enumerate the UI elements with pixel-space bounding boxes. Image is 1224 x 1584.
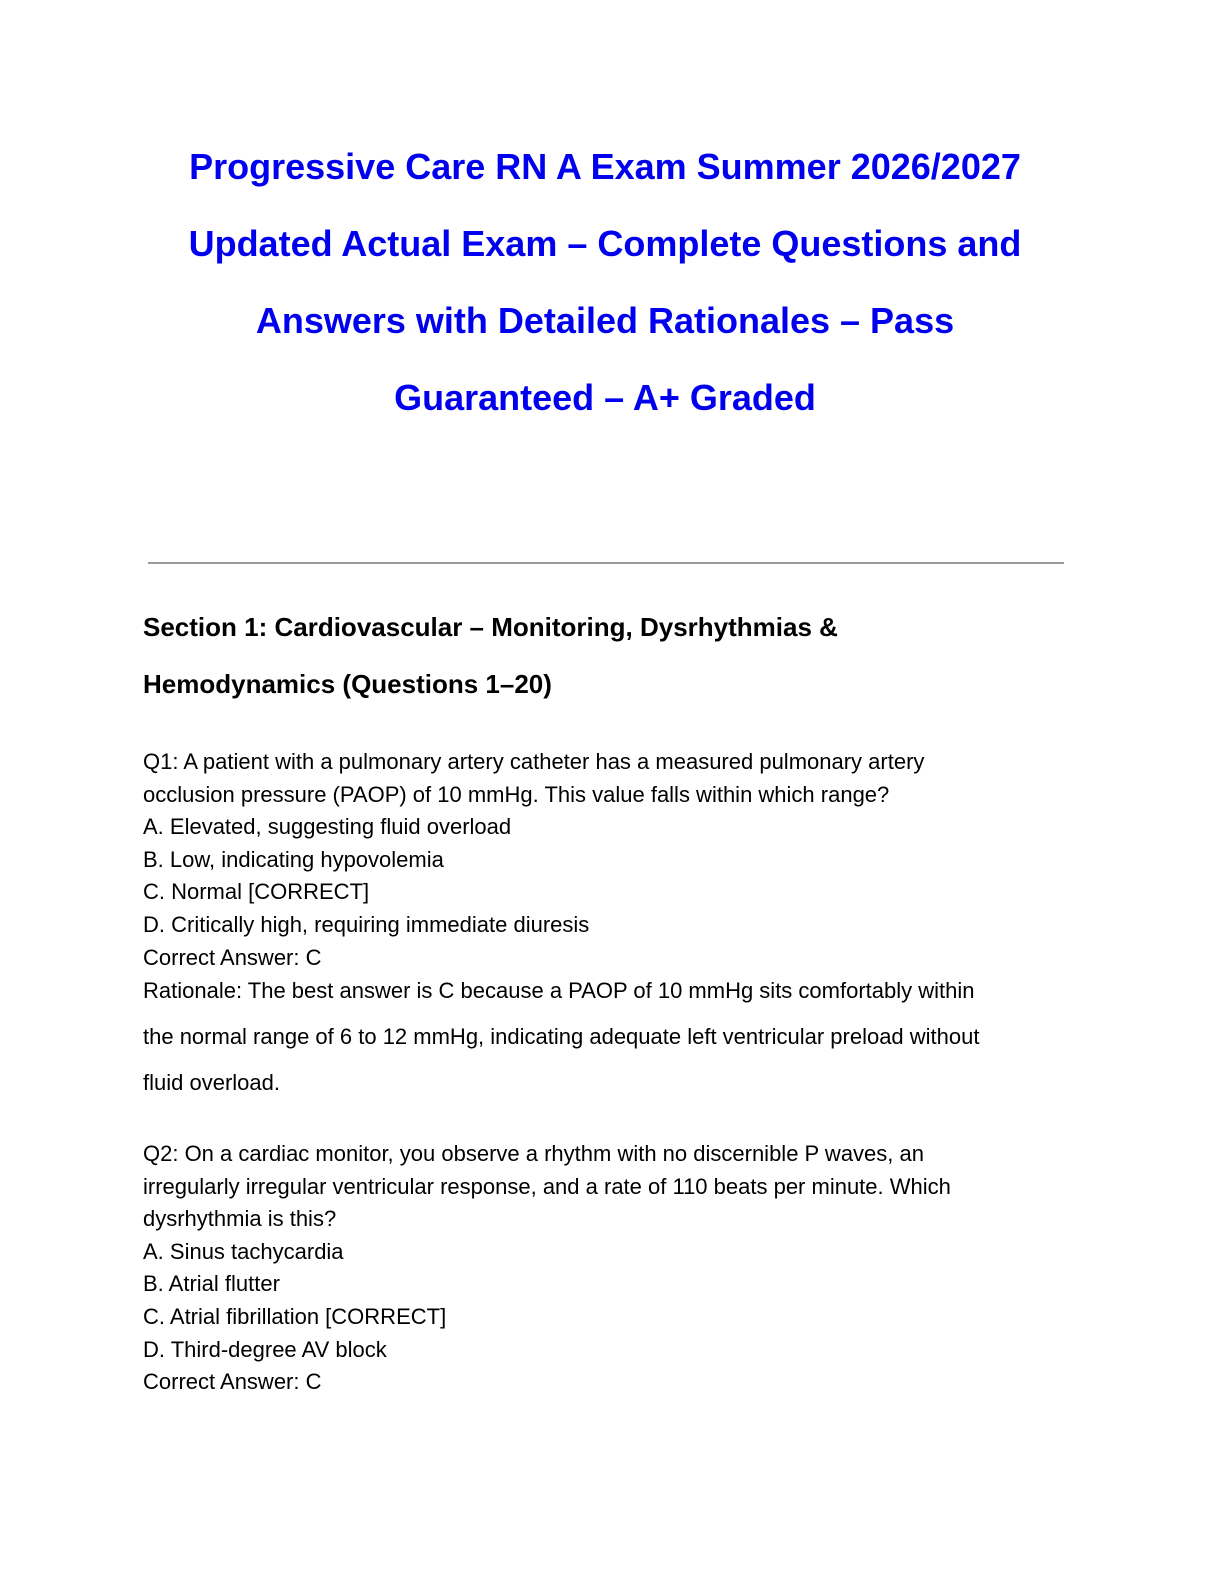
answer-option-a: A. Elevated, suggesting fluid overload bbox=[143, 814, 512, 840]
title-line: Updated Actual Exam – Complete Questions and bbox=[188, 223, 1022, 264]
section-heading-line: Section 1: Cardiovascular – Monitoring, Dysrhythmias & bbox=[143, 612, 838, 642]
title-line: Progressive Care RN A Exam Summer 2026/2027 bbox=[189, 146, 1021, 187]
horizontal-divider bbox=[148, 562, 1064, 564]
document-title bbox=[143, 128, 1067, 436]
answer-option-b: B. Low, indicating hypovolemia bbox=[143, 846, 444, 872]
title-line: Guaranteed – A+ Graded bbox=[394, 377, 816, 418]
question-stem-line: Q2: On a cardiac monitor, you observe a rhythm with no discernible P waves, an bbox=[143, 1141, 924, 1166]
answer-option-d: D. Third-degree AV block bbox=[143, 1336, 387, 1362]
answer-option-d: D. Critically high, requiring immediate diuresis bbox=[143, 911, 590, 937]
answer-option-c: C. Normal [CORRECT] bbox=[143, 879, 370, 905]
rationale-line: Rationale: The best answer is C because a PAOP of 10 mmHg sits comfortably within bbox=[143, 978, 975, 1004]
question-stem-line: occlusion pressure (PAOP) of 10 mmHg. This value falls within which range? bbox=[143, 781, 890, 807]
rationale-line: fluid overload. bbox=[143, 1070, 280, 1096]
question-2 bbox=[143, 1138, 1067, 1399]
answer-option-b: B. Atrial flutter bbox=[143, 1271, 280, 1297]
correct-answer: Correct Answer: C bbox=[143, 944, 322, 970]
section-heading bbox=[143, 599, 1067, 713]
correct-answer: Correct Answer: C bbox=[143, 1369, 322, 1395]
question-1 bbox=[143, 746, 1067, 1106]
question-stem-line: Q1: A patient with a pulmonary artery catheter has a measured pulmonary artery bbox=[143, 749, 925, 774]
question-stem-line: dysrhythmia is this? bbox=[143, 1206, 337, 1232]
answer-option-a: A. Sinus tachycardia bbox=[143, 1238, 344, 1264]
rationale bbox=[143, 968, 1067, 1106]
title-line: Answers with Detailed Rationales – Pass bbox=[255, 300, 955, 341]
section-heading-line: Hemodynamics (Questions 1–20) bbox=[143, 669, 552, 699]
rationale-line: the normal range of 6 to 12 mmHg, indicating adequate left ventricular preload without bbox=[143, 1024, 980, 1050]
question-stem-line: irregularly irregular ventricular response, and a rate of 110 beats per minute. Which bbox=[143, 1173, 951, 1199]
answer-option-c: C. Atrial fibrillation [CORRECT] bbox=[143, 1303, 447, 1329]
